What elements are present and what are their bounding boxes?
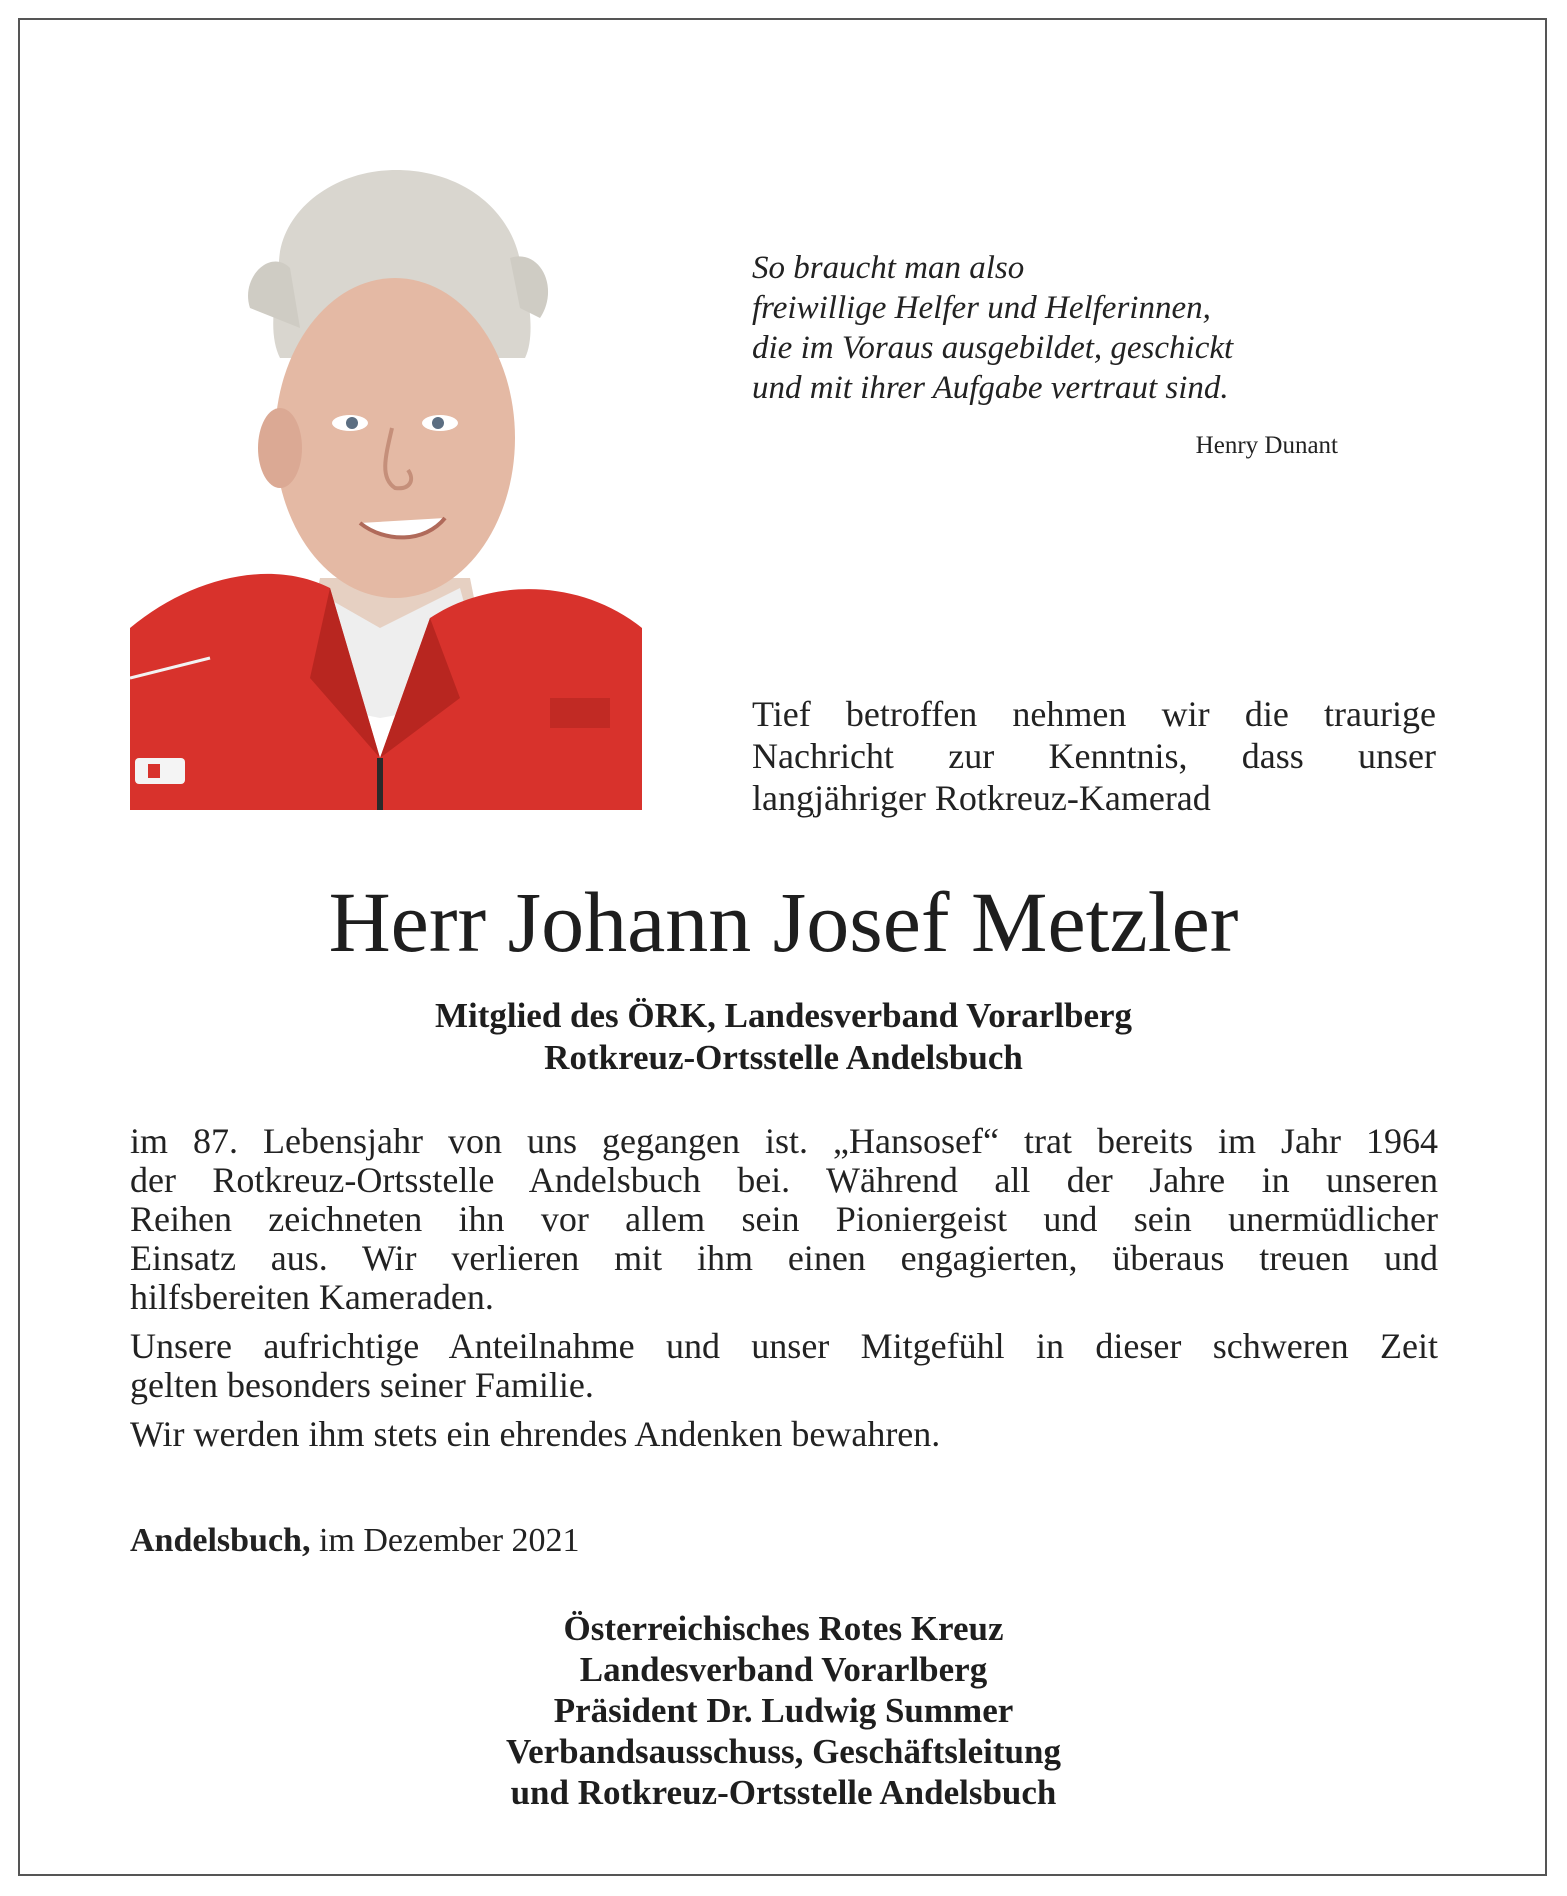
body-line: gelten besonders seiner Familie. [130,1365,594,1405]
paragraph [130,1415,1438,1454]
deceased-name: Herr Johann Josef Metzler [328,874,1239,970]
body-line: der Rotkreuz-Ortsstelle Andelsbuch bei. Während all der Jahre in unseren [130,1160,1438,1200]
date: im Dezember 2021 [310,1522,580,1559]
intro-line: Tief betroffen nehmen wir die traurige [752,694,1436,734]
signature-block [0,1608,1567,1813]
body-line: hilfsbereiten Kameraden. [130,1277,494,1317]
paragraph [130,1122,1438,1317]
signature-line: Verbandsausschuss, Geschäftsleitung [506,1732,1061,1771]
place: Andelsbuch, [130,1522,311,1559]
membership-subtitle [0,995,1567,1079]
intro-text [752,693,1436,819]
quote-line: freiwillige Helfer und Helferinnen, [752,290,1211,326]
signature-line: und Rotkreuz-Ortsstelle Andelsbuch [510,1773,1057,1812]
quote-text [752,248,1352,408]
body-line: im 87. Lebensjahr von uns gegangen ist. „Hansosef“ trat bereits im Jahr 1964 [130,1121,1438,1161]
obituary-body [130,1122,1438,1464]
portrait-photo [130,158,642,810]
body-line: Wir werden ihm stets ein ehrendes Andenken bewahren. [130,1414,941,1454]
body-line: Unsere aufrichtige Anteilnahme und unser Mitgefühl in dieser schweren Zeit [130,1326,1438,1366]
quote-line: So braucht man also [752,250,1025,286]
body-line: Einsatz aus. Wir verlieren mit ihm einen engagierten, überaus treuen und [130,1238,1438,1278]
intro-line: langjähriger Rotkreuz-Kamerad [752,778,1211,818]
body-line: Reihen zeichneten ihn vor allem sein Pioniergeist und sein unermüdlicher [130,1199,1438,1239]
quote-line: die im Voraus ausgebildet, geschickt [752,330,1234,366]
place-and-date [130,1522,1030,1560]
signature-line: Präsident Dr. Ludwig Summer [553,1691,1014,1730]
signature-line: Österreichisches Rotes Kreuz [563,1609,1004,1648]
quote-line: und mit ihrer Aufgabe vertraut sind. [752,370,1229,406]
subtitle-line: Mitglied des ÖRK, Landesverband Vorarlberg [434,996,1133,1035]
paragraph [130,1327,1438,1405]
intro-line: Nachricht zur Kenntnis, dass unser [752,736,1436,776]
portrait-illustration [130,158,642,810]
subtitle-line: Rotkreuz-Ortsstelle Andelsbuch [544,1038,1023,1077]
quote-author: Henry Dunant [1195,432,1338,459]
signature-line: Landesverband Vorarlberg [579,1650,988,1689]
